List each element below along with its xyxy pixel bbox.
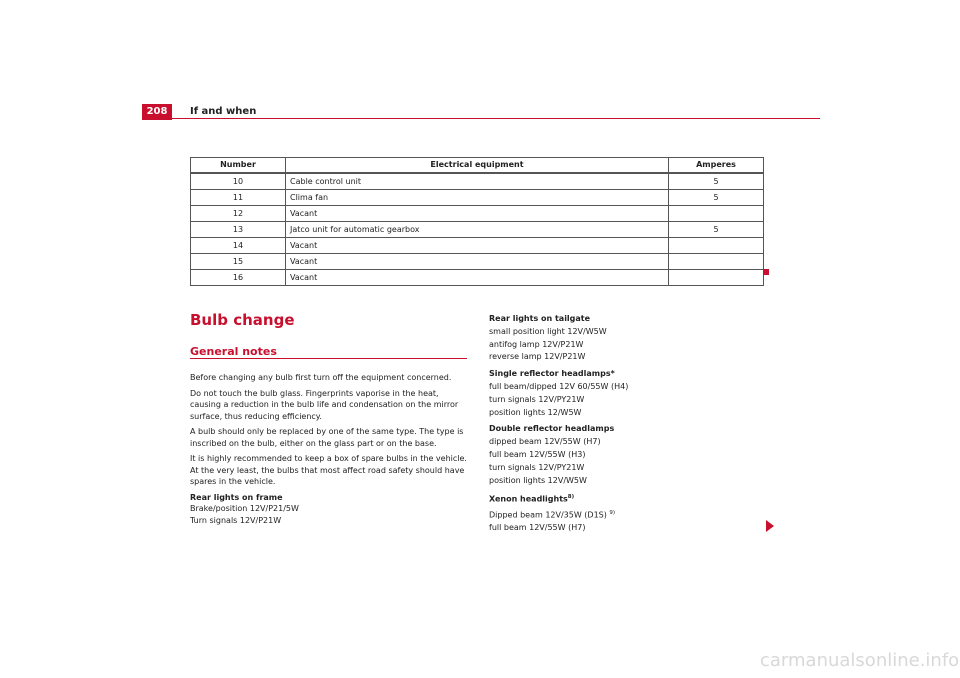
table-row	[191, 222, 764, 238]
list-item: Turn signals 12V/P21W	[190, 515, 282, 525]
cell-amperes	[669, 206, 764, 222]
list-item: reverse lamp 12V/P21W	[489, 352, 586, 362]
list-item: position lights 12V/W5W	[489, 475, 587, 485]
xenon-heading-text: Xenon headlights	[489, 495, 568, 505]
table-row	[191, 238, 764, 254]
cell-number: 14	[191, 238, 286, 254]
table-row	[191, 173, 764, 190]
section-end-marker	[763, 269, 769, 275]
cell-number: 11	[191, 190, 286, 206]
page-number: 208	[142, 104, 172, 120]
list-item: turn signals 12V/PY21W	[489, 462, 585, 472]
next-page-arrow-icon	[766, 520, 774, 532]
right-text-column	[489, 313, 729, 535]
xenon-heading	[489, 491, 729, 506]
cell-equipment: Clima fan	[286, 190, 669, 206]
cell-number: 12	[191, 206, 286, 222]
table-row	[191, 190, 764, 206]
column-header-equipment: Electrical equipment	[286, 158, 669, 174]
list-item: dipped beam 12V/55W (H7)	[489, 437, 601, 447]
cell-amperes	[669, 238, 764, 254]
table-row	[191, 270, 764, 286]
cell-equipment: Vacant	[286, 270, 669, 286]
subsection-divider	[190, 358, 467, 359]
paragraph: A bulb should only be replaced by one of the same type. The type is inscribed on the bulb, either on the glass part or on the base.	[190, 427, 464, 448]
cell-amperes: 5	[669, 222, 764, 238]
section-title: Bulb change	[190, 311, 295, 329]
column-header-number: Number	[191, 158, 286, 174]
single-reflector-heading: Single reflector headlamps*	[489, 369, 615, 379]
list-item	[489, 507, 729, 522]
cell-number: 15	[191, 254, 286, 270]
table-row	[191, 206, 764, 222]
list-item: full beam 12V/55W (H3)	[489, 449, 586, 459]
table-row	[191, 254, 764, 270]
cell-equipment: Vacant	[286, 238, 669, 254]
footnote-ref: 9)	[609, 509, 616, 516]
column-header-amperes: Amperes	[669, 158, 764, 174]
paragraph: It is highly recommended to keep a box of spare bulbs in the vehicle. At the very least, the bulbs that most affect road safety should have spares in the vehicle.	[190, 454, 467, 486]
cell-number: 13	[191, 222, 286, 238]
header-divider	[172, 118, 820, 119]
chapter-title: If and when	[190, 106, 257, 117]
paragraph: Before changing any bulb first turn off the equipment concerned.	[190, 373, 452, 382]
cell-amperes	[669, 270, 764, 286]
cell-amperes: 5	[669, 190, 764, 206]
cell-equipment: Vacant	[286, 254, 669, 270]
list-item: Brake/position 12V/P21/5W	[190, 504, 299, 513]
paragraph: Do not touch the bulb glass. Fingerprints vaporise in the heat, causing a reduction in the bulb life and condensation on the mirror surface, thus reducing efficiency.	[190, 388, 459, 421]
double-reflector-heading: Double reflector headlamps	[489, 424, 615, 434]
list-item: full beam 12V/55W (H7)	[489, 523, 586, 533]
cell-equipment: Jatco unit for automatic gearbox	[286, 222, 669, 238]
cell-number: 10	[191, 173, 286, 190]
cell-number: 16	[191, 270, 286, 286]
list-item: antifog lamp 12V/P21W	[489, 339, 584, 349]
cell-amperes: 5	[669, 173, 764, 190]
left-text-column	[190, 372, 472, 526]
list-item: small position light 12V/W5W	[489, 326, 607, 336]
list-item: full beam/dipped 12V 60/55W (H4)	[489, 381, 629, 391]
watermark: carmanualsonline.info	[760, 650, 960, 671]
table-header-row	[191, 158, 764, 174]
cell-amperes	[669, 254, 764, 270]
list-item: position lights 12/W5W	[489, 407, 582, 417]
footnote-ref: 8)	[567, 494, 575, 501]
fuse-table	[190, 157, 764, 286]
xenon-dipped-text: Dipped beam 12V/35W (D1S)	[489, 510, 607, 520]
tailgate-heading: Rear lights on tailgate	[489, 314, 591, 323]
list-item: turn signals 12V/PY21W	[489, 394, 585, 404]
rear-frame-heading: Rear lights on frame	[190, 492, 283, 502]
cell-equipment: Cable control unit	[286, 173, 669, 190]
cell-equipment: Vacant	[286, 206, 669, 222]
subsection-title: General notes	[190, 345, 277, 358]
